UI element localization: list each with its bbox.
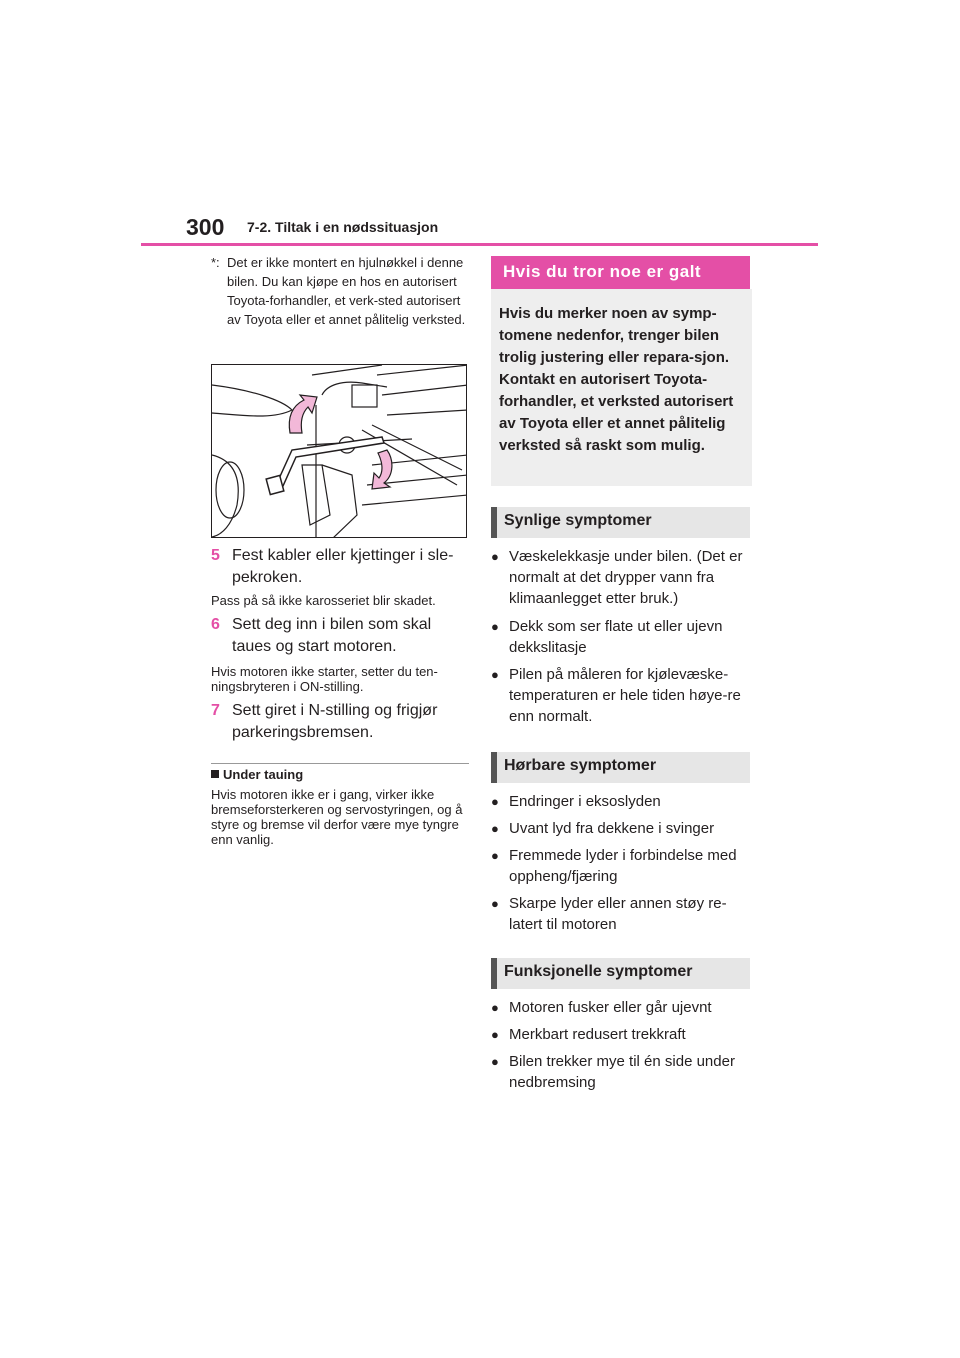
under-towing-text: Hvis motoren ikke er i gang, virker ikke bremseforsterkeren og servostyringen, og å styre og bremse vil derfor være mye tyngre enn vanlig. [211,787,463,847]
bullet-icon: ● [491,848,499,863]
list-item-text: Endringer i eksoslyden [509,793,661,810]
bullet-icon: ● [491,549,499,564]
section-title: 7-2. Tiltak i en nødssituasjon [247,219,439,235]
bullet-icon: ● [491,1027,499,1042]
footnote-text: Det er ikke montert en hjulnøkkel i denne bilen. Du kan kjøpe en hos en autorisert Toyota-forhandler, et verk-sted autorisert av Toyota eller et annet pålitelig verksted. [227,255,466,327]
bullet-icon: ● [491,619,499,634]
list-item-text: Uvant lyd fra dekkene i svinger [509,820,715,837]
list-item [491,791,753,812]
functional-symptoms-heading [491,958,750,989]
heading-label: Funksjonelle symptomer [504,963,693,980]
wheel-wrench-hook-drawing [212,365,467,538]
list-item-text: Fremmede lyder i forbindelse med oppheng/fjæring [509,847,737,885]
footnote [211,253,469,329]
step-7 [211,700,471,744]
towing-hook-illustration [211,364,467,538]
step-text: Sett giret i N-stilling og frigjør parkeringsbremsen. [232,702,438,741]
step-number: 5 [211,547,220,564]
under-towing-title: Under tauing [223,767,304,782]
page-number: 300 [186,214,225,240]
list-item-text: Merkbart redusert trekkraft [509,1026,686,1043]
bullet-icon: ● [491,667,499,682]
list-item-text: Væskelekkasje under bilen. (Det er normalt at det drypper vann fra klimaanlegget etter bruk.) [509,548,743,607]
list-item [491,664,753,727]
step-5 [211,545,471,589]
bullet-icon: ● [491,821,499,836]
list-item-text: Bilen trekker mye til én side under nedbremsing [509,1053,735,1091]
bullet-icon: ● [491,794,499,809]
list-item [491,616,753,658]
step-text: Fest kabler eller kjettinger i sle-pekroken. [232,547,454,586]
audible-symptoms-heading [491,752,750,783]
heading-label: Hørbare symptomer [504,757,657,774]
list-item-text: Motoren fusker eller går ujevnt [509,999,712,1016]
list-item [491,893,753,935]
bullet-icon: ● [491,1000,499,1015]
info-text: Hvis du merker noen av symp-tomene nedenfor, trenger bilen trolig justering eller repara-sjon. Kontakt en autorisert Toyota-forhandler, et verksted autorisert av Toyota eller et annet pålitelig verksted så raskt som mulig. [499,305,734,454]
list-item-text: Dekk som ser flate ut eller ujevn dekkslitasje [509,618,723,656]
step-text: Sett deg inn i bilen som skal taues og start motoren. [232,616,432,655]
heading-label: Synlige symptomer [504,512,652,529]
step-number: 7 [211,702,220,719]
square-bullet-icon [211,770,219,778]
visible-symptoms-heading [491,507,750,538]
footnote-mark: *: [211,255,220,270]
step-number: 6 [211,616,220,633]
list-item [491,997,753,1018]
list-item-text: Skarpe lyder eller annen støy re-latert til motoren [509,895,727,933]
list-item-text: Pilen på måleren for kjølevæske-temperaturen er hele tiden høye-re enn normalt. [509,666,741,725]
list-item [491,818,753,839]
step-6 [211,614,471,658]
list-item [491,1024,753,1045]
header-rule [141,243,818,246]
bullet-icon: ● [491,896,499,911]
section-divider [211,763,469,764]
list-item [491,546,753,609]
under-towing-heading [211,767,303,782]
step-6-note: Hvis motoren ikke starter, setter du ten-ningsbryteren i ON-stilling. [211,664,438,694]
list-item [491,1051,753,1093]
list-item [491,845,753,887]
bullet-icon: ● [491,1054,499,1069]
step-5-note: Pass på så ikke karosseriet blir skadet. [211,593,436,608]
warning-banner [491,256,750,289]
banner-title: Hvis du tror noe er galt [503,262,702,281]
